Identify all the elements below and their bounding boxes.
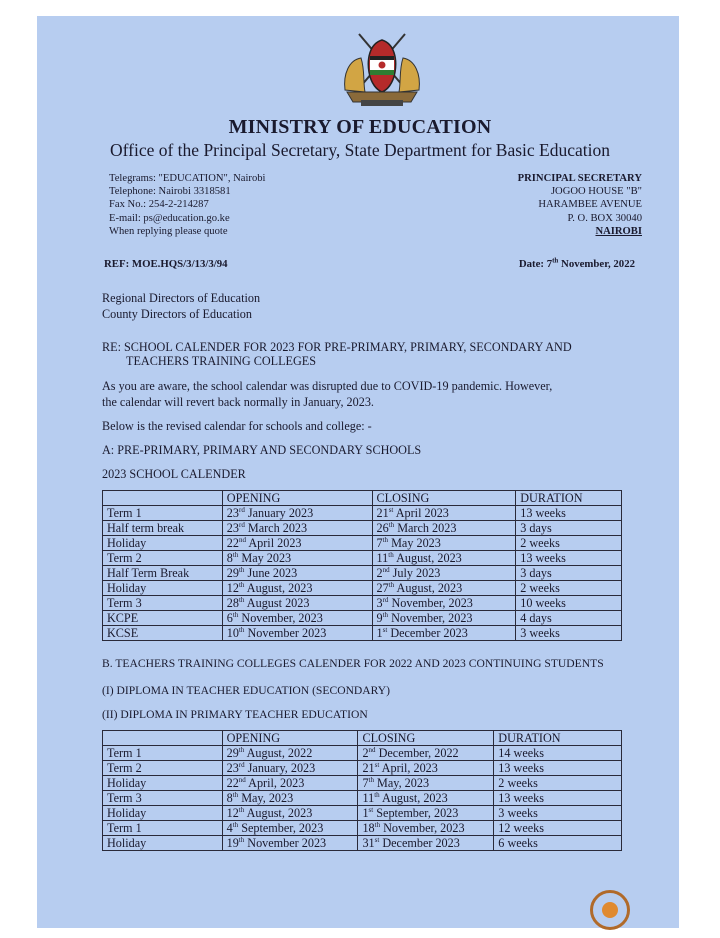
table-row	[103, 836, 622, 851]
opening-cell: 10th November 2023	[222, 626, 372, 641]
period-cell: Holiday	[103, 581, 223, 596]
duration-cell: 3 weeks	[516, 626, 622, 641]
duration-cell: 13 weeks	[516, 551, 622, 566]
period-cell: Term 2	[103, 761, 223, 776]
closing-cell: 9th November, 2023	[372, 611, 516, 626]
paragraph-1-line-2: the calendar will revert back normally in January, 2023.	[102, 395, 374, 409]
opening-cell: 23rd March 2023	[222, 521, 372, 536]
period-cell: Half term break	[103, 521, 223, 536]
period-cell: Half Term Break	[103, 566, 223, 581]
opening-cell: 6th November, 2023	[222, 611, 372, 626]
duration-cell: 13 weeks	[494, 761, 622, 776]
address-building: JOGOO HOUSE "B"	[550, 186, 642, 198]
closing-cell: 11th August, 2023	[372, 551, 516, 566]
period-cell: Holiday	[103, 836, 223, 851]
school-calendar-table	[102, 490, 622, 641]
address-street: HARAMBEE AVENUE	[538, 199, 642, 211]
duration-cell: 2 weeks	[516, 581, 622, 596]
contact-right	[430, 172, 642, 238]
table-row	[103, 506, 622, 521]
header-closing: CLOSING	[372, 491, 516, 506]
table-row	[103, 626, 622, 641]
closing-cell: 1st September, 2023	[358, 806, 494, 821]
address-box: P. O. BOX 30040	[567, 212, 642, 224]
subsection-i: (I) DIPLOMA IN TEACHER EDUCATION (SECONDARY)	[102, 684, 391, 697]
period-cell: Term 1	[103, 506, 223, 521]
recipients	[102, 290, 260, 322]
period-cell: Term 2	[103, 551, 223, 566]
paragraph-1	[102, 378, 552, 410]
opening-cell: 12th August, 2023	[222, 806, 358, 821]
duration-cell: 13 weeks	[516, 506, 622, 521]
table-row	[103, 611, 622, 626]
period-cell: Holiday	[103, 536, 223, 551]
duration-cell: 3 weeks	[494, 806, 622, 821]
header-label	[103, 731, 223, 746]
contact-left	[109, 172, 265, 238]
closing-cell: 21st April 2023	[372, 506, 516, 521]
subsection-ii: (II) DIPLOMA IN PRIMARY TEACHER EDUCATION	[102, 708, 368, 721]
opening-cell: 23rd January 2023	[222, 506, 372, 521]
table-row	[103, 791, 622, 806]
recipient-regional: Regional Directors of Education	[102, 291, 261, 305]
period-cell: Term 3	[103, 596, 223, 611]
table-row	[103, 581, 622, 596]
table-row	[103, 536, 622, 551]
paragraph-1-line-1: As you are aware, the school calendar was disrupted due to COVID-19 pandemic. However,	[102, 379, 553, 393]
closing-cell: 1st December 2023	[372, 626, 516, 641]
opening-cell: 8th May, 2023	[222, 791, 358, 806]
period-cell: Term 1	[103, 821, 223, 836]
duration-cell: 12 weeks	[494, 821, 622, 836]
period-cell: Holiday	[103, 806, 223, 821]
closing-cell: 7th May 2023	[372, 536, 516, 551]
duration-cell: 2 weeks	[516, 536, 622, 551]
header-closing: CLOSING	[358, 731, 494, 746]
duration-cell: 3 days	[516, 566, 622, 581]
opening-cell: 29th August, 2022	[222, 746, 358, 761]
table-row	[103, 806, 622, 821]
period-cell: Term 3	[103, 791, 223, 806]
duration-cell: 10 weeks	[516, 596, 622, 611]
address-city: NAIROBI	[595, 225, 642, 237]
opening-cell: 12th August, 2023	[222, 581, 372, 596]
reply-quote-line: When replying please quote	[109, 225, 228, 237]
table-header-row	[103, 731, 622, 746]
duration-cell: 3 days	[516, 521, 622, 536]
table-row	[103, 746, 622, 761]
re-line-1: RE: SCHOOL CALENDER FOR 2023 FOR PRE-PRIMARY, PRIMARY, SECONDARY AND	[102, 340, 572, 354]
calendar-title: 2023 SCHOOL CALENDER	[102, 467, 246, 481]
paragraph-2: Below is the revised calendar for schools and college: -	[102, 419, 372, 433]
closing-cell: 31st December 2023	[358, 836, 494, 851]
header-opening: OPENING	[222, 491, 372, 506]
opening-cell: 22nd April 2023	[222, 536, 372, 551]
closing-cell: 2nd December, 2022	[358, 746, 494, 761]
opening-cell: 8th May 2023	[222, 551, 372, 566]
duration-cell: 13 weeks	[494, 791, 622, 806]
closing-cell: 27th August, 2023	[372, 581, 516, 596]
office-subtitle: Office of the Principal Secretary, State Department for Basic Education	[109, 140, 611, 160]
header-duration: DURATION	[494, 731, 622, 746]
opening-cell: 23rd January, 2023	[222, 761, 358, 776]
duration-cell: 4 days	[516, 611, 622, 626]
opening-cell: 29th June 2023	[222, 566, 372, 581]
recipient-county: County Directors of Education	[102, 307, 252, 321]
telegrams-line: Telegrams: "EDUCATION", Nairobi	[109, 173, 266, 184]
header-duration: DURATION	[516, 491, 622, 506]
duration-cell: 6 weeks	[494, 836, 622, 851]
opening-cell: 22nd April, 2023	[222, 776, 358, 791]
period-cell: KCSE	[103, 626, 223, 641]
table-header-row	[103, 491, 622, 506]
header-opening: OPENING	[222, 731, 358, 746]
duration-cell: 14 weeks	[494, 746, 622, 761]
address-title: PRINCIPAL SECRETARY	[517, 173, 642, 184]
closing-cell: 2nd July 2023	[372, 566, 516, 581]
opening-cell: 4th September, 2023	[222, 821, 358, 836]
section-a-heading: A: PRE-PRIMARY, PRIMARY AND SECONDARY SCHOOLS	[102, 443, 422, 457]
table-row	[103, 596, 622, 611]
letter-date: Date: 7th November, 2022	[518, 256, 635, 270]
table-row	[103, 761, 622, 776]
closing-cell: 7th May, 2023	[358, 776, 494, 791]
opening-cell: 28th August 2023	[222, 596, 372, 611]
table-row	[103, 521, 622, 536]
reference-number: REF: MOE.HQS/3/13/3/94	[104, 258, 228, 270]
closing-cell: 26th March 2023	[372, 521, 516, 536]
section-b-heading: B. TEACHERS TRAINING COLLEGES CALENDER FOR 2022 AND 2023 CONTINUING STUDENTS	[102, 657, 604, 670]
fax-line: Fax No.: 254-2-214287	[109, 199, 209, 211]
closing-cell: 3rd November, 2023	[372, 596, 516, 611]
closing-cell: 21st April, 2023	[358, 761, 494, 776]
period-cell: Term 1	[103, 746, 223, 761]
coat-of-arms-icon	[339, 30, 425, 108]
iso-certification-icon	[590, 890, 630, 930]
period-cell: KCPE	[103, 611, 223, 626]
table-row	[103, 551, 622, 566]
telephone-line: Telephone: Nairobi 3318581	[109, 186, 231, 198]
duration-cell: 2 weeks	[494, 776, 622, 791]
closing-cell: 11th August, 2023	[358, 791, 494, 806]
period-cell: Holiday	[103, 776, 223, 791]
opening-cell: 19th November 2023	[222, 836, 358, 851]
table-row	[103, 821, 622, 836]
ttc-calendar-table	[102, 730, 622, 851]
email-line: E-mail: ps@education.go.ke	[109, 212, 230, 224]
table-row	[103, 566, 622, 581]
ministry-title: MINISTRY OF EDUCATION	[228, 116, 492, 138]
closing-cell: 18th November, 2023	[358, 821, 494, 836]
table-row	[103, 776, 622, 791]
re-line-2: TEACHERS TRAINING COLLEGES	[126, 354, 317, 368]
header-label	[103, 491, 223, 506]
